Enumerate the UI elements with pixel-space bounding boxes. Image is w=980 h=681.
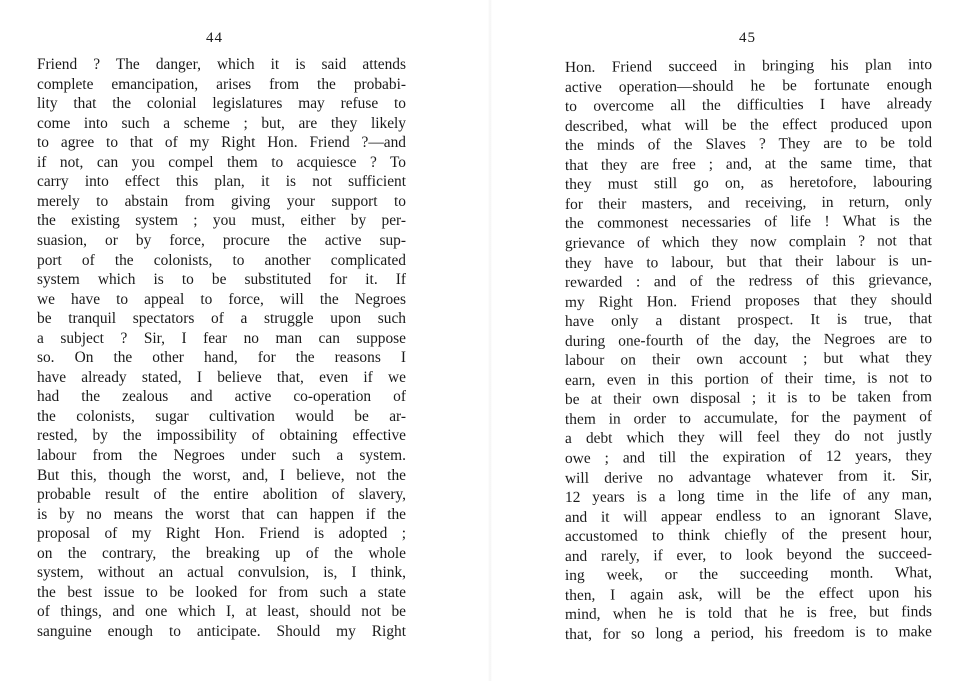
text-line: to overcome all the difficulties I have already (564, 95, 933, 116)
text-line: they must still go on, as heretofore, labouring (564, 173, 933, 194)
text-line: merely to abstain from giving your support to (37, 192, 406, 210)
text-line: Friend ? The danger, which it is said attends (37, 56, 406, 73)
text-line: then, I again ask, will be the effect upon his (564, 583, 933, 604)
text-line: be at their own disposal ; it is to be taken from (564, 388, 933, 409)
text-line: 12 years is a long time in the life of any man, (564, 486, 933, 507)
text-line: on the contrary, the breaking up of the whole (37, 544, 406, 562)
text-line: have only a distant prospect. It is true, that (564, 310, 933, 331)
text-line: for their masters, and receiving, in return, only (564, 192, 933, 213)
text-line: to agree to that of my Right Hon. Friend ?—and (37, 134, 406, 152)
text-line: mind, when he is told that he is free, but finds (564, 603, 933, 624)
text-line: the existing system ; you must, either by per- (37, 212, 406, 230)
text-line: the minds of the Slaves ? They are to be told (564, 134, 933, 155)
text-line: they have to labour, but that their labour is un- (564, 251, 933, 272)
text-line: of things, and one which I, at least, should not be (37, 603, 406, 621)
text-line: will derive no advantage whatever from it. Sir, (564, 466, 933, 487)
text-line: a debt which they will feel they do not justly (564, 427, 933, 448)
text-line: labour on their own account ; but what they (564, 349, 933, 370)
text-line: the colonists, sugar cultivation would be ar- (37, 407, 406, 425)
text-line: lity that the colonial legislatures may refuse to (37, 95, 406, 113)
text-line: complete emancipation, arises from the probabi- (37, 75, 406, 93)
text-line: system, without an actual convulsion, is, I think, (37, 564, 406, 582)
text-line: be tranquil spectators of a struggle upon such (37, 310, 406, 328)
text-line: and it will appear endless to an ignorant Slave, (564, 505, 933, 526)
text-line: But this, though the worst, and, I believe, not the (37, 466, 406, 484)
text-line: described, what will be the effect produced upon (564, 114, 933, 135)
text-line: carry into effect this plan, it is not sufficient (37, 173, 406, 191)
text-line: the best issue to be looked for from such a state (37, 583, 406, 601)
text-line: have already stated, I believe that, even if we (37, 368, 406, 386)
text-line: accustomed to think chiefly of the present hour, (564, 525, 933, 546)
text-line: owe ; and till the expiration of 12 years, they (564, 447, 933, 467)
text-line: and rarely, if ever, to look beyond the succeed- (564, 544, 933, 565)
text-line: rested, by the impossibility of obtaining effective (37, 427, 406, 445)
text-line: grievance of which they now complain ? not that (564, 232, 933, 252)
text-line: so. On the other hand, for the reasons I (37, 349, 406, 367)
text-line: if not, can you compel them to acquiesce ? To (37, 153, 406, 171)
text-line: had the zealous and active co-operation of (37, 388, 406, 406)
right-page (490, 0, 980, 681)
text-line: during one-fourth of the day, the Negroes are to (564, 329, 933, 350)
page-number: 44 (206, 30, 223, 46)
text-line: ing week, or the succeeding month. What, (564, 564, 933, 585)
text-line: we have to appeal to force, will the Negroes (37, 290, 406, 308)
text-line: my Right Hon. Friend proposes that they should (564, 290, 933, 311)
text-line: sanguine enough to anticipate. Should my Right (37, 622, 406, 640)
text-line: rewarded : and of the redress of this grievance, (564, 271, 933, 292)
text-line: that they are free ; and, at the same time, that (564, 153, 933, 174)
text-line: probable result of the entire abolition of slavery, (37, 486, 406, 504)
text-line: is by no means the worst that can happen if the (37, 505, 406, 523)
text-line: suasion, or by force, procure the active sup- (37, 231, 406, 249)
text-line: labour from the Negroes under such a system. (37, 447, 406, 464)
text-line: them in order to accumulate, for the payment of (564, 408, 933, 428)
text-line: proposal of my Right Hon. Friend is adopted ; (37, 525, 406, 543)
page-number: 45 (739, 30, 756, 46)
text-line: active operation—should he be fortunate enough (564, 75, 933, 96)
text-line: Hon. Friend succeed in bringing his plan into (564, 56, 933, 76)
text-line: come into such a scheme ; but, are they likely (37, 114, 406, 132)
text-line: the commonest necessaries of life ! What is the (564, 212, 933, 233)
text-line: earn, even in this portion of their time, is not to (564, 368, 933, 389)
text-line: a subject ? Sir, I fear no man can suppose (37, 329, 406, 347)
text-line: that, for so long a period, his freedom is to make (564, 623, 933, 643)
text-line: port of the colonists, to another complicated (37, 251, 406, 269)
text-line: system which is to be substituted for it. If (37, 271, 406, 289)
